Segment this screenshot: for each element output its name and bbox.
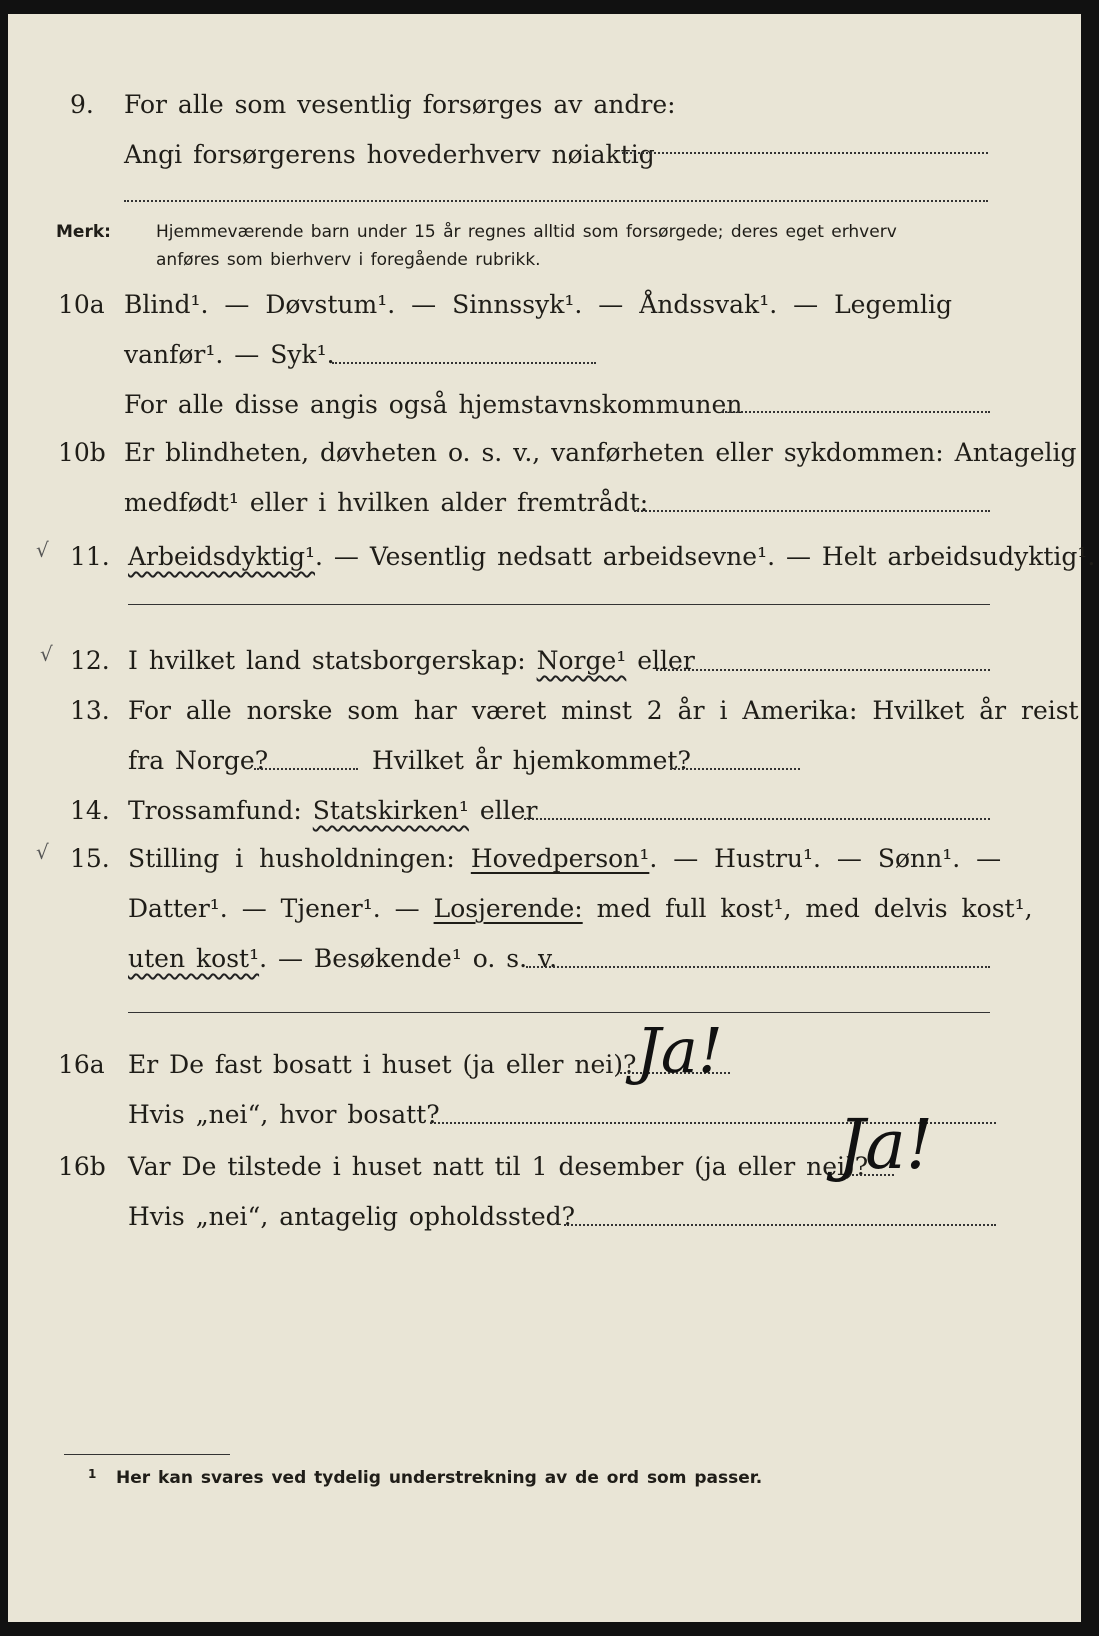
q13-row-2 (8, 742, 1081, 782)
q14-answer-line (524, 818, 990, 820)
q9-number: 9. (70, 90, 94, 119)
q15-text-2 (128, 894, 1033, 923)
q13-reist-label: fra Norge? (128, 746, 269, 775)
q15-row (8, 840, 1081, 880)
q10a-row (8, 286, 1081, 326)
q12-row (8, 642, 1081, 682)
q13-row (8, 692, 1081, 732)
census-form-page (8, 14, 1096, 1622)
q16a-number: 16a (58, 1050, 105, 1079)
q11-row (8, 538, 1096, 578)
q15-part-a: Stilling i husholdningen: (128, 844, 471, 873)
q16a-text: Er De fast bosatt i huset (ja eller nei)? (128, 1050, 637, 1079)
q16a-handwritten-answer: Ja! (636, 1014, 723, 1087)
q9-row-2 (8, 136, 1081, 176)
q14-row (8, 792, 1081, 832)
q9-answer-line (622, 152, 988, 154)
q10b-row-2 (8, 484, 1081, 524)
q10a-row-3 (8, 386, 1081, 426)
q12-question: I hvilket land statsborgerskap: (128, 646, 526, 675)
q15-answer-line-2 (128, 1012, 990, 1013)
q14-selected-option: Statskirken¹ (312, 796, 469, 825)
q16b-text: Var De tilstede i huset natt til 1 desember (ja eller nei)? (128, 1152, 869, 1181)
q16b-row-2 (8, 1198, 1081, 1238)
q15-hovedperson: Hovedperson¹ (470, 844, 650, 873)
q15-losjerende: Losjerende: (433, 894, 583, 923)
q14-text (128, 796, 537, 825)
q11-selected-option: Arbeidsdyktig¹ (128, 542, 315, 571)
q9-text: For alle som vesentlig forsørges av andre: (124, 90, 676, 119)
q11-rest: . — Vesentlig nedsatt arbeidsevne¹. — Helt arbeidsudyktig¹. (314, 542, 1096, 571)
q15-selected-option: uten kost¹ (128, 944, 260, 973)
q10b-text: Er blindheten, døvheten o. s. v., vanførheten eller sykdommen: Antagelig (124, 438, 1077, 467)
q16b-handwritten-answer: Ja! (838, 1106, 934, 1185)
q10a-text-3: For alle disse angis også hjemstavnskommunen (124, 390, 743, 419)
q13-hjemkommet-line (670, 768, 800, 770)
q16b-number: 16b (58, 1152, 106, 1181)
merk-text-2: anføres som bierhverv i foregående rubrikk. (156, 250, 541, 270)
q13-number: 13. (70, 696, 110, 725)
q11-text (128, 542, 1095, 571)
q16a-row (8, 1046, 1081, 1086)
q15-line2-a: Datter¹. — Tjener¹. — (128, 894, 434, 923)
q12-number: 12. (70, 646, 110, 675)
footnote-text: Her kan svares ved tydelig understrekning av de ord som passer. (116, 1468, 763, 1488)
q16b-opholdssted-line (564, 1224, 996, 1226)
q15-row-3 (8, 940, 1081, 980)
q11-number: 11. (70, 542, 110, 571)
q10b-number: 10b (58, 438, 106, 467)
q13-hjemkommet-label: Hvilket år hjemkommet? (372, 746, 691, 775)
q14-post: eller (479, 796, 538, 825)
q10b-text-2: medfødt¹ eller i hvilken alder fremtrådt: (124, 488, 649, 517)
q14-number: 14. (70, 796, 110, 825)
footnote-rule (64, 1454, 230, 1455)
q13-text: For alle norske som har været minst 2 år i Amerika: Hvilket år reist (128, 696, 1079, 725)
q16a-text-2: Hvis „nei“, hvor bosatt? (128, 1100, 440, 1129)
check-mark-12: √ (40, 642, 53, 666)
q9-answer-line-2 (124, 200, 988, 202)
merk-label: Merk: (56, 222, 111, 242)
q10a-text: Blind¹. — Døvstum¹. — Sinnssyk¹. — Åndssvak¹. — Legemlig (124, 290, 952, 319)
q10a-kommune-line (722, 411, 990, 413)
merk-row-2 (8, 246, 1081, 286)
q9-row (8, 86, 1081, 126)
q15-row-2 (8, 890, 1081, 930)
q14-question: Trossamfund: (128, 796, 302, 825)
check-mark-11: √ (36, 538, 49, 562)
q10b-answer-line (634, 510, 990, 512)
q12-text (128, 646, 695, 675)
q16b-text-2: Hvis „nei“, antagelig opholdssted? (128, 1202, 576, 1231)
footnote-row (8, 1464, 1081, 1504)
q15-answer-line (526, 966, 990, 968)
q11-answer-line (128, 604, 990, 605)
q15-number: 15. (70, 844, 110, 873)
q12-selected-option: Norge¹ (536, 646, 627, 675)
q12-post: eller (637, 646, 695, 675)
q15-part-c: . — Hustru¹. — Sønn¹. — (649, 844, 1002, 873)
q15-line3-b: . — Besøkende¹ o. s. v. (259, 944, 558, 973)
q10b-row (8, 434, 1081, 474)
q10a-number: 10a (58, 290, 105, 319)
footnote-mark: 1 (88, 1467, 97, 1481)
q13-reist-line (254, 768, 358, 770)
q15-text (128, 844, 1001, 873)
q15-line2-c: med full kost¹, med delvis kost¹, (582, 894, 1033, 923)
q9-text-2: Angi forsørgerens hovederhverv nøiaktig (124, 140, 655, 169)
q12-answer-line (656, 669, 990, 671)
merk-text: Hjemmeværende barn under 15 år regnes alltid som forsørgede; deres eget erhverv (156, 222, 897, 242)
check-mark-15: √ (36, 840, 49, 864)
q10a-row-2 (8, 336, 1081, 376)
q10a-answer-line (332, 362, 596, 364)
q10a-text-2: vanfør¹. — Syk¹. (124, 340, 335, 369)
q15-text-3 (128, 944, 557, 973)
